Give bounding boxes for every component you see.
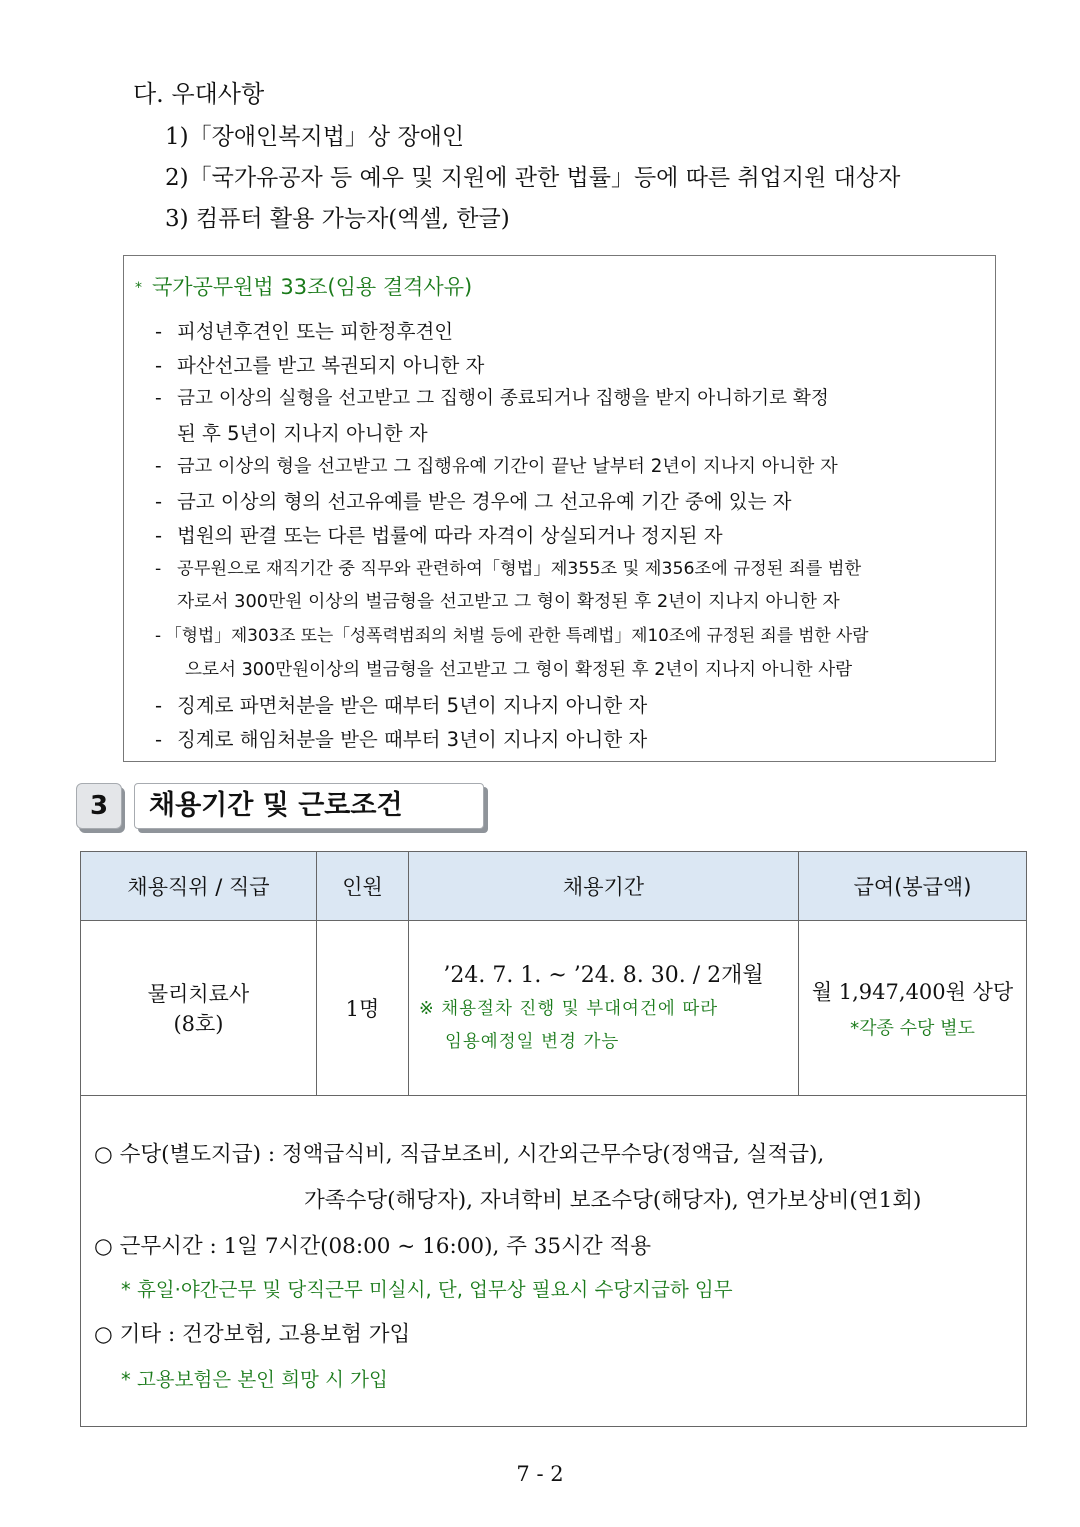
page-number: 7 - 2: [516, 1462, 564, 1486]
disqualification-item-continued: 자로서 300만원 이상의 벌금형을 선고받고 그 형이 확정된 후 2년이 지나지 아니한 자: [177, 591, 840, 612]
period-dates: ’24. 7. 1. ~ ’24. 8. 30. / 2개월: [443, 962, 764, 988]
disqualification-item-continued: 으로서 300만원이상의 벌금형을 선고받고 그 형이 확정된 후 2년이 지나지 아니한 사람: [185, 660, 853, 680]
disqualification-item-continued: 된 후 5년이 지나지 아니한 자: [177, 422, 428, 445]
disqualification-item: - 공무원으로 재직기간 중 직무와 관련하여「형법」제355조 및 제356조에 규정된 죄를 범한: [155, 559, 862, 579]
disqualification-item: - 금고 이상의 형을 선고받고 그 집행유예 기간이 끝난 날부터 2년이 지나지 아니한 자: [155, 456, 838, 477]
column-header-period: 채용기간: [409, 852, 799, 921]
preference-item: 3) 컴퓨터 활용 가능자(엑셀, 한글): [165, 206, 510, 232]
disqualification-item: - 파산선고를 받고 복권되지 아니한 자: [155, 354, 485, 377]
conditions-row: [81, 1096, 1027, 1427]
disqualification-item: - 징계로 파면처분을 받은 때부터 5년이 지나지 아니한 자: [155, 694, 648, 717]
allowance-line-continued: 가족수당(해당자), 자녀학비 보조수당(해당자), 연가보상비(연1회): [304, 1188, 922, 1213]
allowance-line: ○ 수당(별도지급) : 정액급식비, 직급보조비, 시간외근무수당(정액급, 실적급),: [94, 1142, 825, 1167]
work-hours-line: ○ 근무시간 : 1일 7시간(08:00 ~ 16:00), 주 35시간 적용: [94, 1234, 652, 1259]
period-note: ※ 채용절차 진행 및 부대여건에 따라: [419, 998, 719, 1019]
insurance-note: * 고용보험은 본인 희망 시 가입: [121, 1368, 388, 1391]
disqualification-item: - 금고 이상의 형의 선고유예를 받은 경우에 그 선고유예 기간 중에 있는 자: [155, 490, 792, 513]
section-title: 채용기간 및 근로조건: [134, 783, 484, 829]
disqualification-item: - 「형법」제303조 또는「성폭력범죄의 처벌 등에 관한 특례법」제10조에 규정된 죄를 범한 사람: [155, 625, 869, 645]
period-note-continued: 임용예정일 변경 가능: [445, 1031, 620, 1052]
column-header-salary: 급여(봉급액): [799, 852, 1027, 921]
salary-cell: [799, 921, 1027, 1096]
preference-heading: 다. 우대사항: [133, 80, 265, 108]
preference-item: 1)「장애인복지법」상 장애인: [165, 124, 465, 150]
salary-amount: 월 1,947,400원 상당: [811, 980, 1014, 1004]
position-grade: (8호): [173, 1012, 224, 1036]
period-cell: [409, 921, 799, 1096]
disqualification-item: - 피성년후견인 또는 피한정후견인: [155, 320, 454, 343]
preference-item: 2)「국가유공자 등 예우 및 지원에 관한 법률」등에 따른 취업지원 대상자: [165, 165, 901, 191]
position-name: 물리치료사: [147, 982, 250, 1006]
employment-table: [80, 851, 1027, 1427]
disqualification-item: - 금고 이상의 실형을 선고받고 그 집행이 종료되거나 집행을 받지 아니하기로 확정: [155, 388, 829, 409]
table-row: [81, 921, 1027, 1096]
salary-note: *각종 수당 별도: [850, 1018, 975, 1039]
headcount-cell: 1명: [317, 921, 409, 1096]
table-header-row: [81, 852, 1027, 921]
conditions-cell: [81, 1096, 1027, 1427]
other-conditions-line: ○ 기타 : 건강보험, 고용보험 가입: [94, 1322, 411, 1347]
disqualification-title: [135, 271, 472, 301]
disqualification-item: - 법원의 판결 또는 다른 법률에 따라 자격이 상실되거나 정지된 자: [155, 524, 723, 547]
work-hours-note: * 휴일·야간근무 및 당직근무 미실시, 단, 업무상 필요시 수당지급하 임무: [121, 1278, 733, 1301]
position-cell: [81, 921, 317, 1096]
column-header-headcount: 인원: [317, 852, 409, 921]
section-number-badge: 3: [76, 783, 122, 829]
column-header-position: 채용직위 / 직급: [81, 852, 317, 921]
note-marker: *: [135, 280, 142, 296]
disqualification-title-text: 국가공무원법 33조(임용 결격사유): [152, 275, 473, 299]
disqualification-item: - 징계로 해임처분을 받은 때부터 3년이 지나지 아니한 자: [155, 728, 648, 751]
